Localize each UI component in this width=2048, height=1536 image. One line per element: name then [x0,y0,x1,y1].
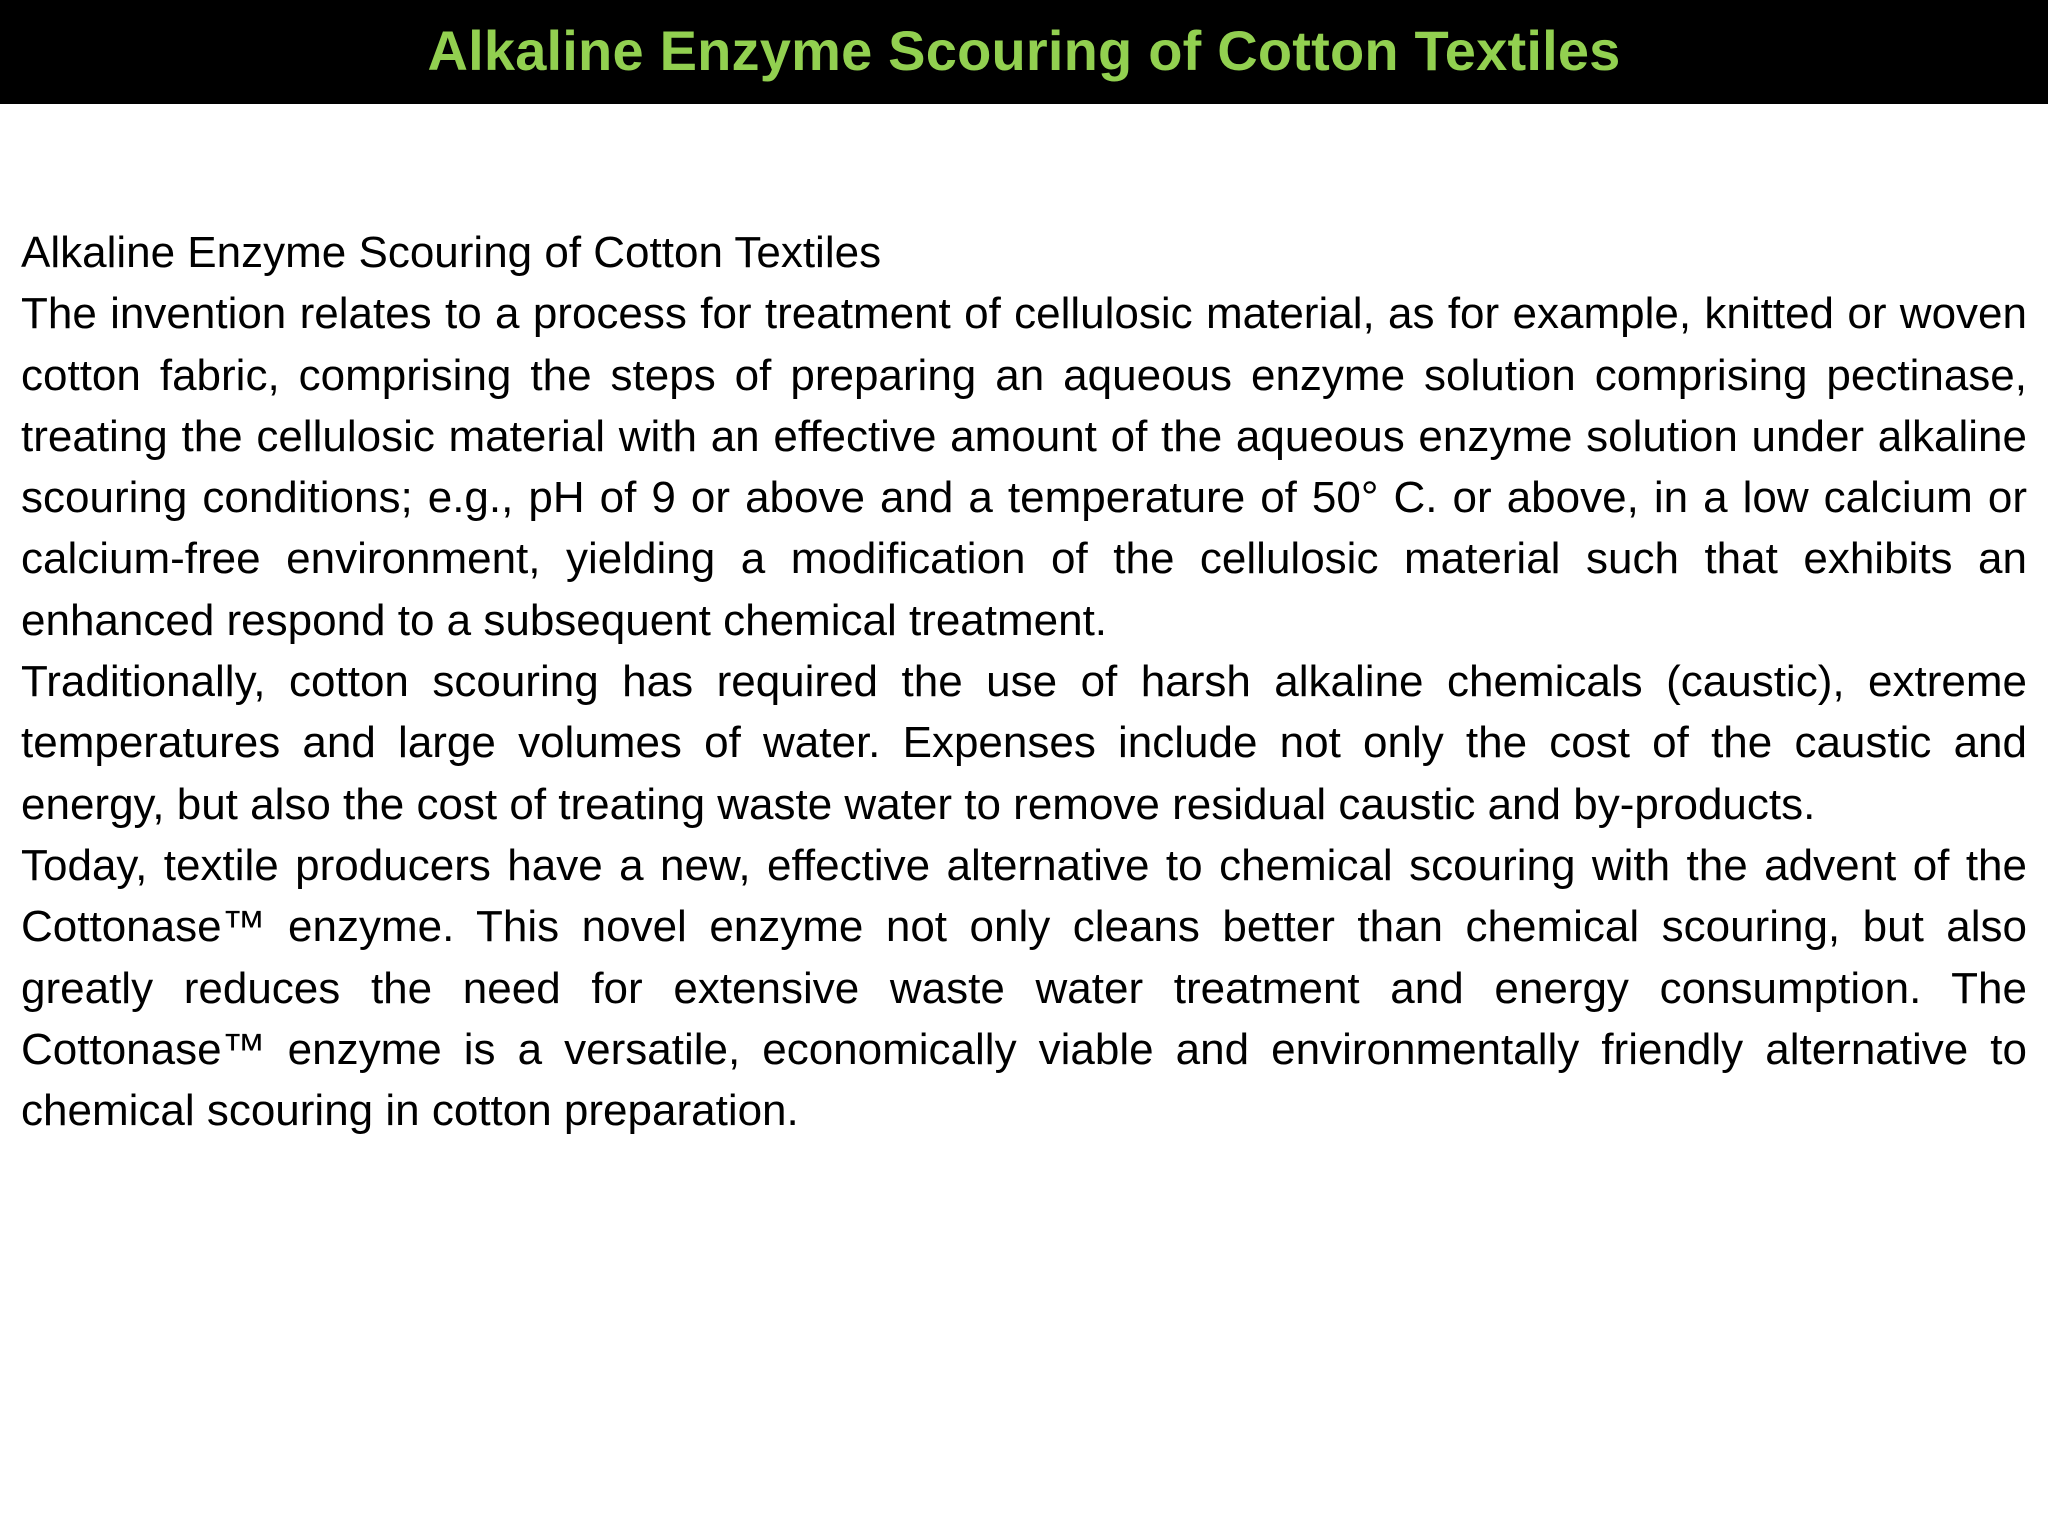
paragraph-cottonase: Today, textile producers have a new, effective alternative to chemical scouring with the advent of the Cottonase™ enzyme. This novel enzyme not only cleans better than chemical scouring, but also greatly reduces the need for extensive waste water treatment and energy consumption. The Cottonase™ enzyme is a versatile, economically viable and environmentally friendly alternative to chemical scouring in cotton preparation. [21,840,2027,1136]
slide-body [21,222,2027,1141]
paragraph-invention: The invention relates to a process for treatment of cellulosic material, as for example, knitted or woven cotton fabric, comprising the steps of preparing an aqueous enzyme solution comprising pectinase, treating the cellulosic material with an effective amount of the aqueous enzyme solution under alkaline scouring conditions; e.g., pH of 9 or above and a temperature of 50° C. or above, in a low calcium or calcium-free environment, yielding a modification of the cellulosic material such that exhibits an enhanced respond to a subsequent chemical treatment. [21,289,2027,645]
slide-title: Alkaline Enzyme Scouring of Cotton Textiles [427,19,1621,82]
title-bar [0,0,2048,104]
body-heading: Alkaline Enzyme Scouring of Cotton Textiles [21,228,882,277]
paragraph-traditional-scouring: Traditionally, cotton scouring has required the use of harsh alkaline chemicals (caustic), extreme temperatures and large volumes of water. Expenses include not only the cost of the caustic and energy, but also the cost of treating waste water to remove residual caustic and by-products. [21,657,2027,829]
